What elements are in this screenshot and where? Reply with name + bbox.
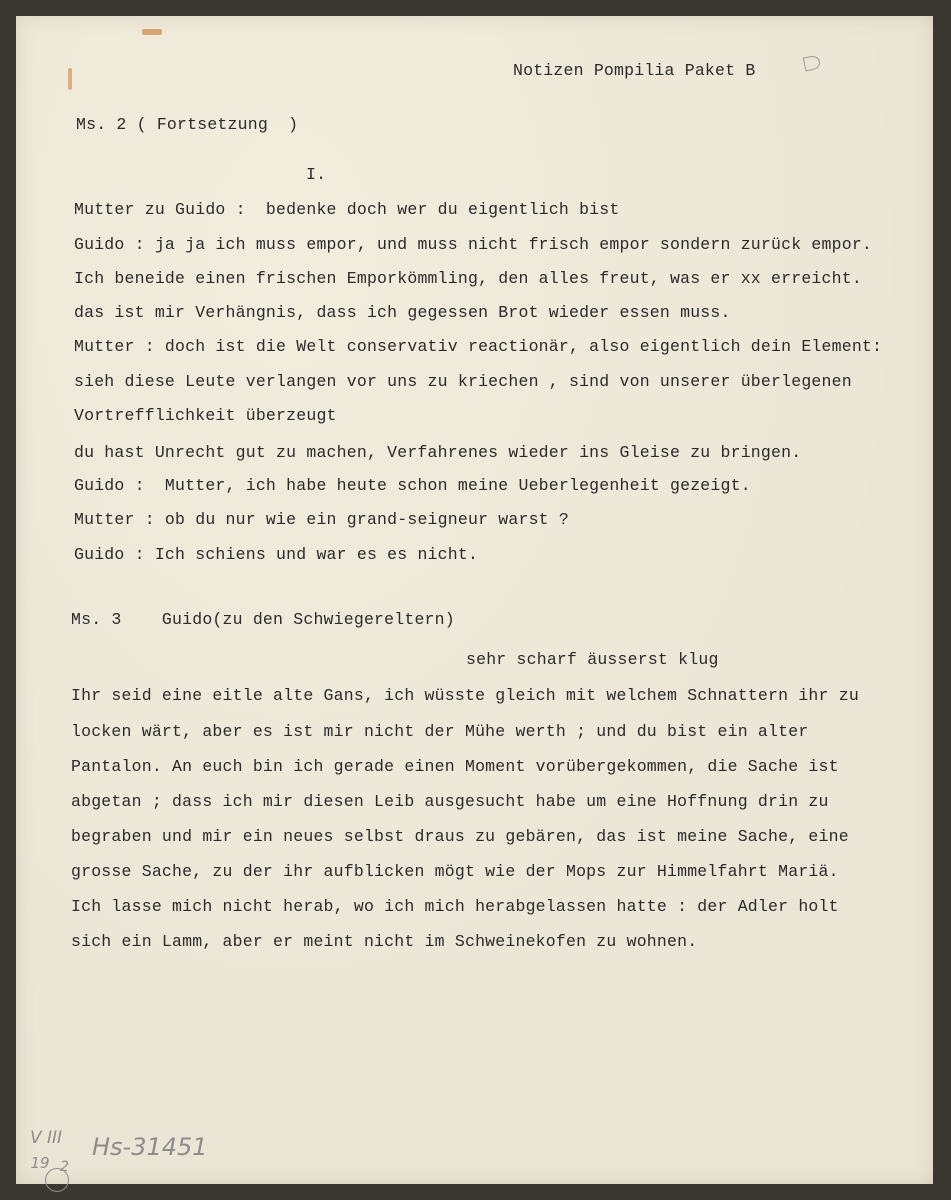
- archive-shelfmark: Hs-31451: [92, 1133, 208, 1161]
- text-line: Ich lasse mich nicht herab, wo ich mich herabgelassen hatte : der Adler holt: [71, 897, 839, 916]
- text-line: Mutter : ob du nur wie ein grand-seigneur warst ?: [74, 510, 569, 529]
- text-line: Pantalon. An euch bin ich gerade einen Moment vorübergekommen, die Sache ist: [71, 757, 839, 776]
- text-line: Vortrefflichkeit überzeugt: [74, 406, 337, 425]
- pencil-mark-corner: [803, 54, 822, 71]
- text-line: das ist mir Verhängnis, dass ich gegessen Brot wieder essen muss.: [74, 303, 731, 322]
- section-ms3-heading: Ms. 3 Guido(zu den Schwiegereltern): [71, 610, 455, 629]
- text-line: Mutter : doch ist die Welt conservativ reactionär, also eigentlich dein Element:: [74, 337, 883, 356]
- text-line: begraben und mir ein neues selbst draus zu gebären, das ist meine Sache, eine: [71, 827, 849, 846]
- document-page: [16, 16, 933, 1184]
- text-line: Guido : ja ja ich muss empor, und muss nicht frisch empor sondern zurück empor.: [74, 235, 873, 254]
- rust-stain-left: [68, 68, 72, 90]
- archive-volume-mark: V III: [30, 1128, 63, 1148]
- stage-direction: sehr scharf äusserst klug: [466, 650, 719, 669]
- text-line: Ihr seid eine eitle alte Gans, ich wüsste gleich mit welchem Schnattern ihr zu: [71, 686, 859, 705]
- text-line: du hast Unrecht gut zu machen, Verfahrenes wieder ins Gleise zu bringen.: [74, 443, 802, 462]
- rust-stain-top: [142, 29, 162, 35]
- header-title: Notizen Pompilia Paket B: [513, 61, 756, 80]
- text-line: Guido : Mutter, ich habe heute schon meine Ueberlegenheit gezeigt.: [74, 476, 751, 495]
- text-line: Mutter zu Guido : bedenke doch wer du eigentlich bist: [74, 200, 620, 219]
- text-line: sich ein Lamm, aber er meint nicht im Schweinekofen zu wohnen.: [71, 932, 698, 951]
- text-line: sieh diese Leute verlangen vor uns zu kriechen , sind von unserer überlegenen: [74, 372, 852, 391]
- section-ms2-heading: Ms. 2 ( Fortsetzung ): [76, 115, 299, 134]
- text-line: grosse Sache, zu der ihr aufblicken mögt wie der Mops zur Himmelfahrt Mariä.: [71, 862, 839, 881]
- roman-numeral-heading: I.: [306, 165, 327, 184]
- text-line: Guido : Ich schiens und war es es nicht.: [74, 545, 479, 564]
- text-line: Ich beneide einen frischen Emporkömmling, den alles freut, was er xx erreicht.: [74, 269, 862, 288]
- text-line: locken wärt, aber es ist mir nicht der Mühe werth ; und du bist ein alter: [71, 722, 809, 741]
- archive-folio-number: 19: [30, 1154, 50, 1172]
- archive-subnumber: 2: [60, 1159, 69, 1175]
- text-line: abgetan ; dass ich mir diesen Leib ausgesucht habe um eine Hoffnung drin zu: [71, 792, 829, 811]
